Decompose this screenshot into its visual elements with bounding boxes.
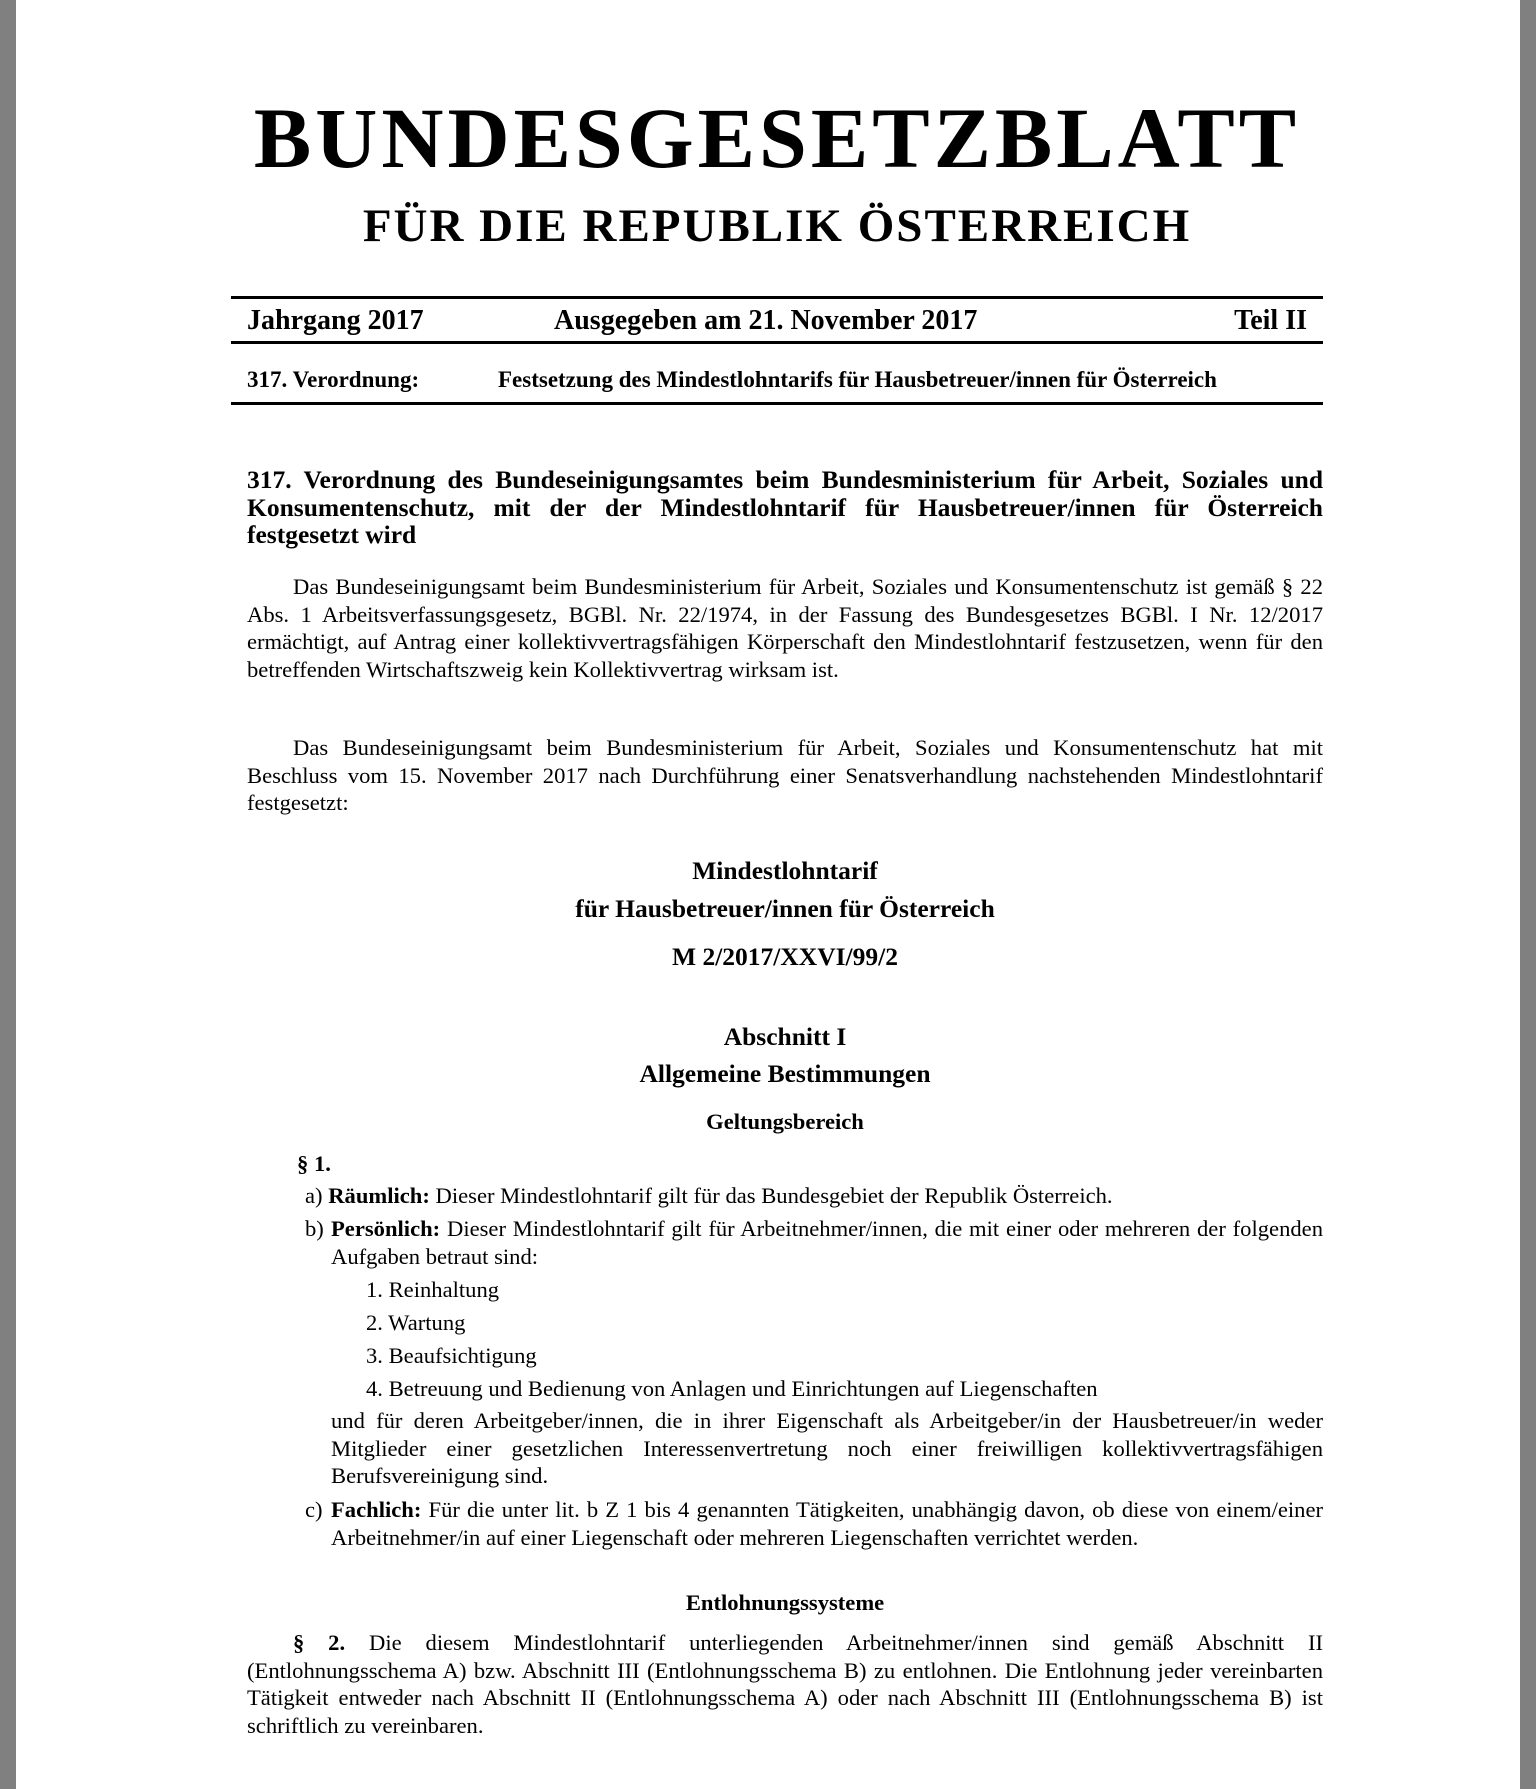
issue-row: [231, 303, 1323, 339]
masthead-subtitle: FÜR DIE REPUBLIK ÖSTERREICH: [362, 200, 1192, 252]
tariff-title-line1: Mindestlohntarif: [692, 856, 878, 885]
item-a-text: Dieser Mindestlohntarif gilt für das Bundesgebiet der Republik Österreich.: [435, 1183, 1113, 1208]
tariff-title-line2: für Hausbetreuer/innen für Österreich: [575, 894, 995, 923]
header-rule-bottom: [231, 402, 1323, 405]
item-c: [305, 1496, 1323, 1551]
item-b-body: [331, 1215, 1323, 1270]
item-a-term: Räumlich:: [328, 1183, 430, 1208]
section1-subheading: Geltungsbereich: [706, 1109, 864, 1134]
item-b-term: Persönlich:: [331, 1216, 441, 1241]
intro-paragraph-1: Das Bundeseinigungsamt beim Bundesministerium für Arbeit, Soziales und Konsumentenschutz ist gemäß § 22 Abs. 1 Arbeitsverfassungsgesetz, BGBl. Nr. 22/1974, in der Fassung des Bundesgesetzes BGBl. I Nr. 12/2017 ermächtigt, auf Antrag einer kollektivvertragsfähigen Körperschaft den Mindestlohntarif festzusetzen, wenn für den betreffenden Wirtschaftszweig kein Kollektivvertrag wirksam ist.: [247, 574, 1323, 682]
issue-part: Teil II: [1234, 305, 1307, 336]
paragraph-2-label: § 2.: [293, 1630, 346, 1655]
item-a-marker: a): [305, 1183, 323, 1208]
task-item-2: 2. Wartung: [366, 1310, 466, 1335]
summary-label: 317. Verordnung:: [247, 367, 420, 392]
item-c-body: [331, 1496, 1323, 1551]
task-item-3: 3. Beaufsichtigung: [366, 1343, 537, 1368]
paragraph-1-label: [297, 1150, 331, 1178]
item-b: [305, 1215, 1323, 1270]
item-c-term: Fachlich:: [331, 1497, 422, 1522]
employer-clause: und für deren Arbeitgeber/innen, die in ihrer Eigenschaft als Arbeitgeber/in der Hausbetreuer/in weder Mitglieder einer gesetzlichen Interessenvertretung noch einer freiwilligen kollektivvertragsfähigen Berufsvereinigung sind.: [331, 1408, 1323, 1489]
item-a: [305, 1182, 1113, 1210]
header-rule-top: [231, 296, 1323, 299]
masthead-title: BUNDESGESETZBLATT: [253, 90, 1301, 186]
summary-title: Festsetzung des Mindestlohntarifs für Hausbetreuer/innen für Österreich: [498, 367, 1217, 392]
section2-subheading: Entlohnungssysteme: [685, 1590, 885, 1615]
issue-date: Ausgegeben am 21. November 2017: [554, 305, 978, 336]
intro-paragraph-2: Das Bundeseinigungsamt beim Bundesministerium für Arbeit, Soziales und Konsumentenschutz hat mit Beschluss vom 15. November 2017 nach Durchführung einer Senatsverhandlung nachstehenden Mindestlohntarif festgesetzt:: [247, 735, 1323, 816]
paragraph-2: [247, 1629, 1323, 1739]
header-rule-middle: [231, 341, 1323, 344]
item-b-marker: b): [305, 1216, 324, 1241]
item-c-text: Für die unter lit. b Z 1 bis 4 genannten Tätigkeiten, unabhängig davon, ob diese von einem/einer Arbeitnehmer/in auf einer Liegenschaft oder mehreren Liegenschaften verrichtet werden.: [331, 1497, 1323, 1550]
ordinance-heading: 317. Verordnung des Bundeseinigungsamtes beim Bundesministerium für Arbeit, Soziales und Konsumentenschutz, mit der der Mindestlohntarif für Hausbetreuer/innen für Österreich festgesetzt wird: [247, 465, 1323, 550]
issue-year: Jahrgang 2017: [247, 305, 424, 336]
paragraph-1-label-text: § 1.: [297, 1151, 331, 1176]
tariff-reference: M 2/2017/XXVI/99/2: [672, 942, 898, 971]
item-c-marker: c): [305, 1497, 323, 1522]
document-page: [16, 0, 1520, 1789]
item-b-text: Dieser Mindestlohntarif gilt für Arbeitnehmer/innen, die mit einer oder mehreren der folgenden Aufgaben betraut sind:: [331, 1216, 1323, 1269]
summary-row: [231, 365, 1323, 395]
section1-label: Abschnitt I: [723, 1022, 847, 1051]
task-item-1: 1. Reinhaltung: [366, 1277, 500, 1302]
paragraph-2-text: Die diesem Mindestlohntarif unterliegenden Arbeitnehmer/innen sind gemäß Abschnitt II (Entlohnungsschema A) bzw. Abschnitt III (Entlohnungsschema B) zu entlohnen. Die Entlohnung jeder vereinbarten Tätigkeit entweder nach Abschnitt II (Entlohnungsschema A) oder nach Abschnitt III (Entlohnungsschema B) ist schriftlich zu vereinbaren.: [247, 1630, 1324, 1738]
section1-title: Allgemeine Bestimmungen: [639, 1059, 931, 1088]
task-item-4: 4. Betreuung und Bedienung von Anlagen und Einrichtungen auf Liegenschaften: [366, 1376, 1098, 1401]
